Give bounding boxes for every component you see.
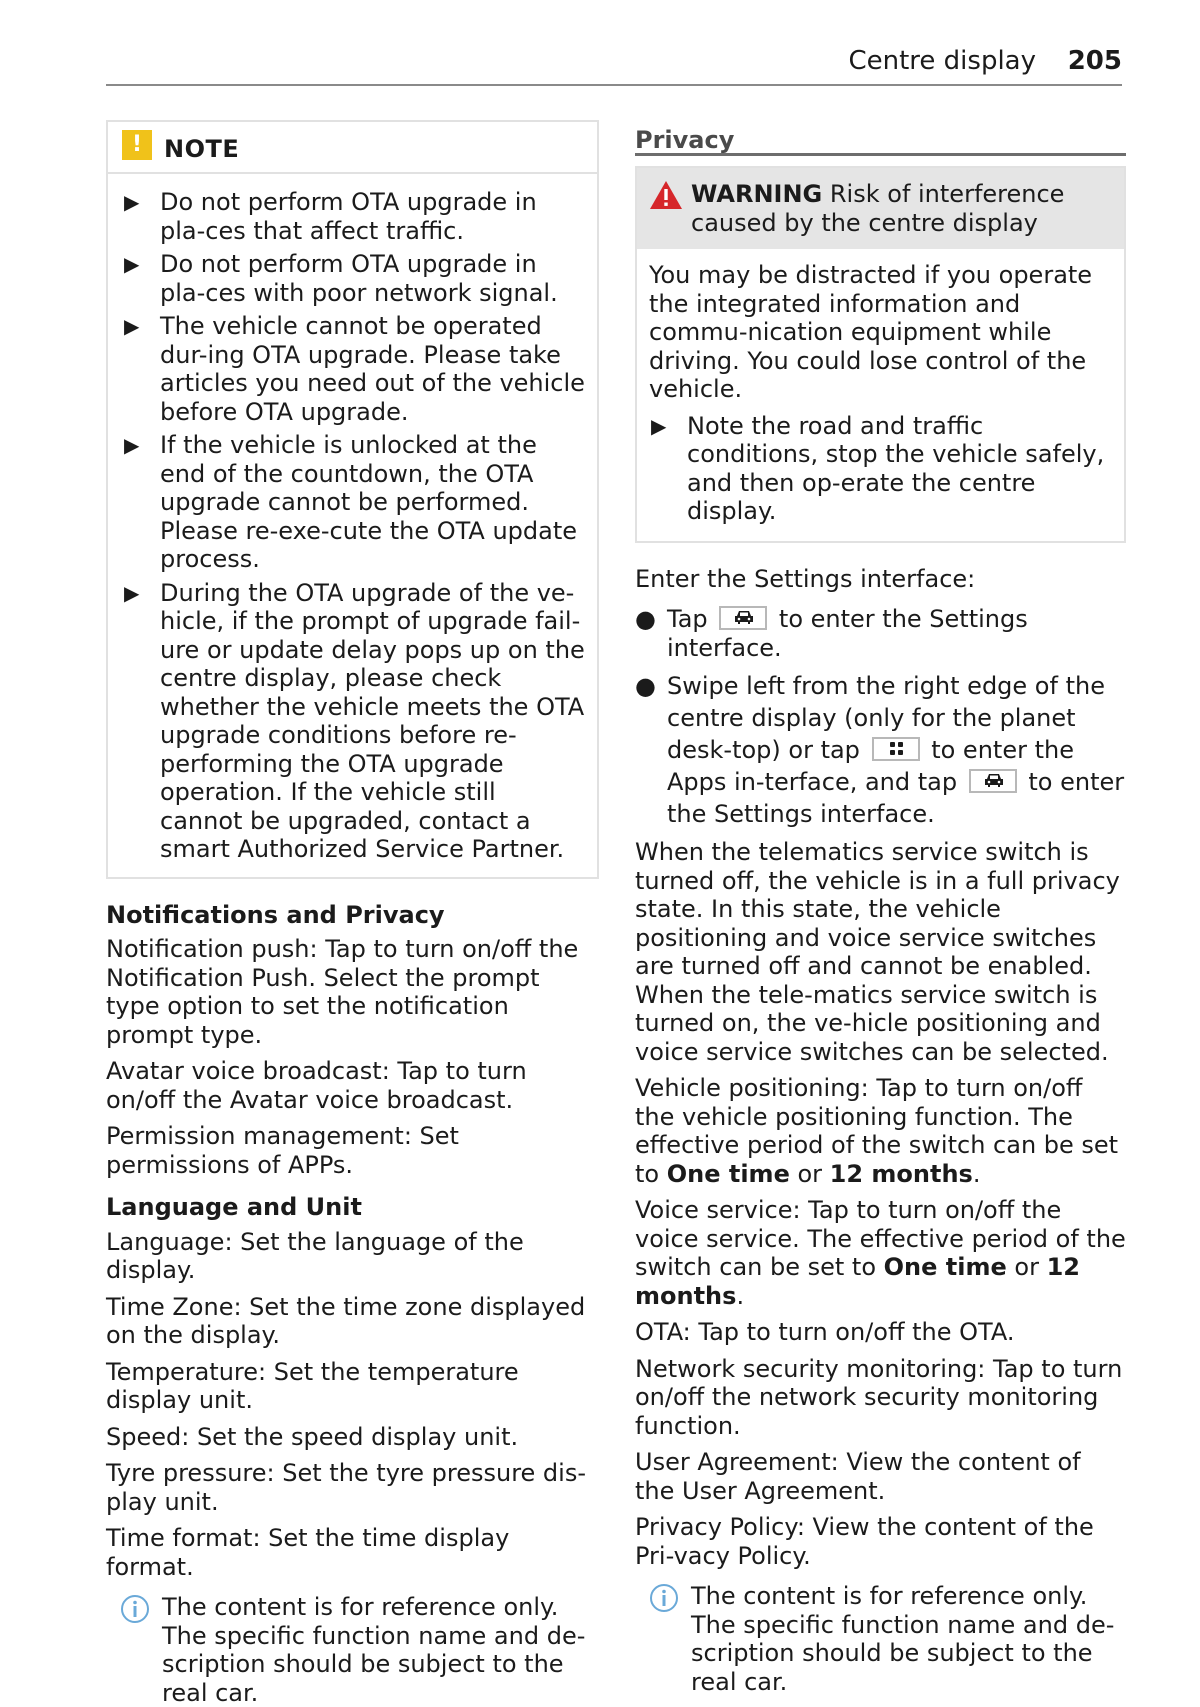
user-agreement-text: User Agreement: View the content of the User Agreement. (635, 1448, 1081, 1505)
bullet-dot: ● (635, 672, 656, 700)
warning-text: You may be distracted if you operate the integrated information and commu-nication equipment while driving. You could lose control of the vehicle. (649, 261, 1093, 403)
vehicle-positioning-text: Vehicle positioning: Tap to turn on/off the vehicle positioning function. The effective period of the switch can be set to One time or 12 months. (635, 1074, 1119, 1188)
temperature-text: Temperature: Set the temperature display unit. (106, 1357, 519, 1414)
warning-label: WARNING (691, 180, 823, 208)
permission-text: Permission management: Set permissions of APPs. (106, 1122, 459, 1179)
note-header (108, 122, 597, 174)
note-item: ▶ Do not perform OTA upgrade in pla-ces that affect traffic. (124, 188, 537, 245)
exclamation-icon: ! (122, 130, 152, 160)
info-icon (649, 1583, 679, 1620)
bullet-tap-settings: ● Tap to enter the Settings interface. (635, 605, 1028, 662)
info-note-left: The content is for reference only. The specific function name and de-scription should be subject to the real car. (106, 1593, 599, 1707)
info-icon (120, 1594, 150, 1631)
ota-text: OTA: Tap to turn on/off the OTA. (635, 1318, 1015, 1346)
car-settings-icon[interactable] (719, 606, 767, 630)
note-body (108, 174, 597, 877)
warning-body (637, 249, 1124, 541)
tyre-pressure-text: Tyre pressure: Set the tyre pressure dis-play unit. (106, 1459, 586, 1516)
triangle-bullet-icon: ▶ (124, 433, 140, 457)
note-item: ▶ The vehicle cannot be operated dur-ing OTA upgrade. Please take articles you need out of the vehicle before OTA upgrade. (124, 312, 585, 426)
warning-title: Risk of interference caused by the centre display (691, 180, 1065, 237)
speed-text: Speed: Set the speed display unit. (106, 1422, 519, 1451)
warning-triangle-icon (649, 180, 683, 217)
page-number: 205 (1067, 46, 1122, 76)
time-format-text: Time format: Set the time display format. (106, 1524, 510, 1581)
telematics-text: When the telematics service switch is turned off, the vehicle is in a full privacy state. In this state, the vehicle positioning and voice service switches are turned off and cannot be enabled. When the tele-matics service switch is turned on, the ve-hicle positioning and voice service switches can be selected. (635, 838, 1120, 1066)
warning-box (635, 166, 1126, 543)
notifications-heading: Notifications and Privacy (106, 900, 445, 929)
triangle-bullet-icon: ▶ (124, 580, 140, 605)
car-settings-icon[interactable] (969, 769, 1017, 793)
privacy-policy-text: Privacy Policy: View the content of the Pri-vacy Policy. (635, 1513, 1094, 1570)
warning-item: ▶ Note the road and traffic conditions, stop the vehicle safely, and then op-erate the centre display. (651, 411, 1105, 525)
triangle-bullet-icon: ▶ (124, 252, 140, 276)
bullet-dot: ● (635, 605, 656, 633)
privacy-title: Privacy (635, 120, 1126, 156)
enter-settings-text: Enter the Settings interface: (635, 564, 976, 593)
triangle-bullet-icon: ▶ (651, 413, 667, 438)
page-header (106, 40, 1122, 86)
language-text: Language: Set the language of the display. (106, 1227, 524, 1284)
warning-header (637, 168, 1124, 249)
right-column (635, 120, 1126, 1696)
notification-push-text: Notification push: Tap to turn on/off the Notification Push. Select the prompt type option to set the notification prompt type. (106, 935, 579, 1049)
avatar-voice-text: Avatar voice broadcast: Tap to turn on/off the Avatar voice broadcast. (106, 1057, 527, 1114)
section-title: Centre display (848, 46, 1036, 76)
info-note-right: The content is for reference only. The specific function name and de-scription should be subject to the real car. (635, 1582, 1126, 1696)
note-item: ▶ If the vehicle is unlocked at the end of the countdown, the OTA upgrade cannot be performed. Please re-exe-cute the OTA update process. (124, 431, 578, 573)
note-item: ▶ Do not perform OTA upgrade in pla-ces with poor network signal. (124, 250, 558, 307)
bullet-swipe-apps: ● Swipe left from the right edge of the centre display (only for the planet desk-top) or tap to enter the Apps in-terface, and tap to enter the Settings interface. (635, 672, 1125, 828)
note-box (106, 120, 599, 879)
note-item: ▶ During the OTA upgrade of the ve-hicle, if the prompt of upgrade fail-ure or update delay pops up on the centre display, please check whether the vehicle meets the OTA upgrade conditions before re-performing the OTA upgrade operation. If the vehicle still cannot be upgraded, contact a smart Authorized Service Partner. (124, 578, 585, 863)
language-heading: Language and Unit (106, 1193, 362, 1221)
apps-grid-icon[interactable] (872, 737, 920, 761)
triangle-bullet-icon: ▶ (124, 190, 140, 214)
timezone-text: Time Zone: Set the time zone displayed on the display. (106, 1292, 586, 1349)
voice-service-text: Voice service: Tap to turn on/off the voice service. The effective period of the switch can be set to One time or 12 months. (635, 1196, 1126, 1310)
network-security-text: Network security monitoring: Tap to turn on/off the network security monitoring function. (635, 1354, 1123, 1440)
left-column (106, 120, 599, 1707)
note-title: NOTE (164, 135, 240, 163)
triangle-bullet-icon: ▶ (124, 314, 140, 338)
